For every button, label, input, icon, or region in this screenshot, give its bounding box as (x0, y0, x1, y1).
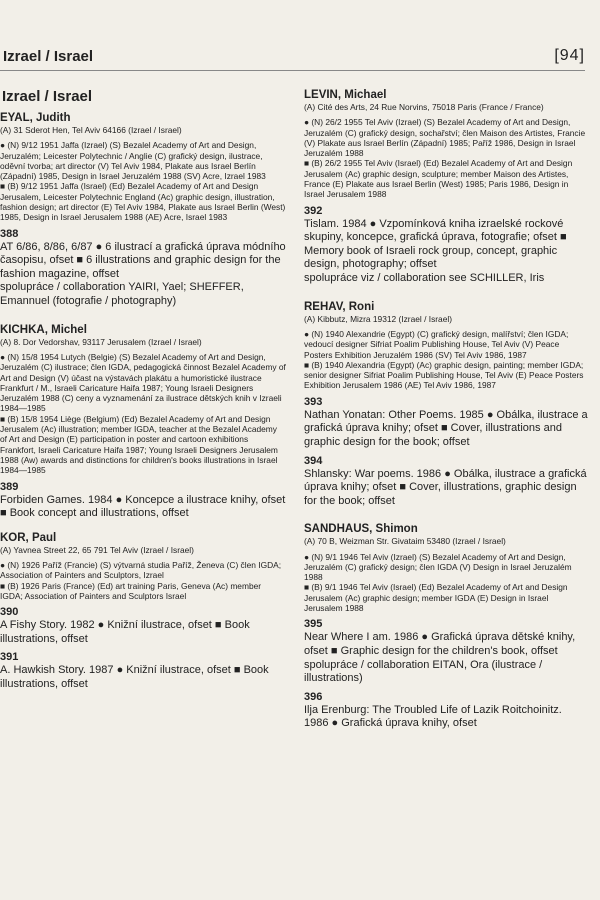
work-text: Forbiden Games. 1984 ● Koncepce a ilustrace knihy, ofset ■ Book concept and illustrations, offset (0, 493, 286, 520)
artist-name: SANDHAUS, Shimon (304, 523, 418, 536)
artist-address: (A) 8. Dor Vedorshav, 93117 Jerusalem (Izrael / Israel) (0, 336, 202, 347)
entry-kor (0, 531, 286, 692)
work-description (0, 494, 286, 521)
right-column (304, 88, 589, 741)
running-header (0, 44, 585, 71)
work-description (304, 409, 589, 450)
work-number: 388 (0, 227, 19, 240)
work-text: Ilja Erenburg: The Troubled Life of Lazik Roitchoinitz. 1986 ● Grafická úprava knihy, ofset (304, 703, 562, 730)
work-number: 396 (304, 690, 323, 703)
work-text: Nathan Yonatan: Other Poems. 1985 ● Obálka, ilustrace a grafická úprava knihy; ofset ■ Cover, illustrations and graphic design for the book; offset (304, 408, 588, 448)
artist-address: (A) 31 Sderot Hen, Tel Aviv 64166 (Izrael / Israel) (0, 125, 182, 135)
bio-english: ■ (B) 26/2 1955 Tel Aviv (Israel) (Ed) Bezalel Academy of Art and Design Jerusalem (Ac) graphic design, sculpture; member Maison des Artistes, France (E) Plakate aus Israel Berlin (West) 1985; Paris 1986, Design in Israel Jerusalem 1988 (304, 158, 573, 200)
bio-czech: ● (N) 9/12 1951 Jaffa (Izrael) (S) Bezalel Academy of Art and Design, Jeruzalém; Leicester Polytechnic / Anglie (C) grafický design, ilustrace, oděvní tvorba; art director (V) Tel Aviv 1984, Plakate aus Israel Berlín (Západní) 1985, Design in Israel Jeruzalém 1988 (SV) Acre, Izrael 1983 (0, 140, 266, 182)
work-number: 392 (304, 204, 323, 217)
artist-name: EYAL, Judith (0, 112, 71, 124)
bio-english: ■ (B) 9/1 1946 Tel Aviv (Israel) (Ed) Bezalel Academy of Art and Design Jerusalem (Ac) graphic design; member IGDA (E) Design in Israel Jerusalem 1988 (304, 582, 568, 614)
work-description (0, 619, 286, 646)
left-column (0, 88, 286, 702)
bio-english: ■ (B) 9/12 1951 Jaffa (Israel) (Ed) Bezalel Academy of Art and Design Jerusalem, Leicester Polytechnic England (Ac) graphic design, illustration, fashion design; art director (E) Tel Aviv 1984, Plakate aus Israel Berlin (West) 1985, Design in Israel Jerusalem 1988 (AE) Acre, Israel 1983 (0, 181, 286, 223)
work-collaboration: spolupráce viz / collaboration see SCHILLER, Iris (304, 272, 545, 285)
entry-sandhaus (304, 522, 589, 731)
artist-name: LEVIN, Michael (304, 89, 387, 101)
work-text: Near Where I am. 1986 ● Grafická úprava dětské knihy, ofset ■ Graphic design for the children's book, offset (304, 631, 576, 657)
artist-name: REHAV, Roni (304, 300, 375, 313)
page-number: [94] (554, 47, 585, 64)
running-header-title: Izrael / Israel (3, 48, 94, 65)
artist-bio (0, 352, 286, 476)
section-title: Izrael / Israel (2, 88, 93, 105)
entry-levin (304, 88, 589, 286)
work-number: 390 (0, 606, 19, 619)
artist-bio (0, 140, 286, 222)
work-text: Shlansky: War poems. 1986 ● Obálka, ilustrace a grafická úprava knihy; ofset ■ Cover, illustrations, graphic design for the book; offset (304, 467, 587, 507)
artist-address: (A) Kibbutz, Mizra 19312 (Izrael / Israel) (304, 313, 453, 324)
artist-address: (A) Cité des Arts, 24 Rue Norvins, 75018 Paris (France / France) (304, 102, 544, 112)
work-number: 389 (0, 480, 19, 493)
artist-bio (304, 329, 589, 391)
work-description (304, 218, 589, 286)
work-number: 391 (0, 651, 19, 664)
bio-english: ■ (B) 15/8 1954 Liège (Belgium) (Ed) Bezalel Academy of Art and Design Jerusalem (Ac) illustration; member IGDA, teacher at the Bezalel Academy of Art and Design (E) participation in poster and cartoon exhibitions Frankfort, Israeli Caricature Haifa 1987; Young Israeli Designers Jerusalem 1988 (Aw) awards and distinctions for children's books illustrations in Israel 1984—1985 (0, 413, 278, 476)
work-text: A Fishy Story. 1982 ● Knižní ilustrace, ofset ■ Book illustrations, offset (0, 619, 250, 645)
artist-bio (304, 552, 589, 614)
bio-czech: ● (N) 15/8 1954 Lutych (Belgie) (S) Bezalel Academy of Art and Design, Jeruzalém (C) ilustrace; člen IGDA, pedagogická činnost Bezalel Academy of Art and Design (V) účast na výstavách plakátu a humoristické ilustrace Frankfurt / M., Israeli Caricature Haifa 1987; Young Israeli Designers Jeruzalém 1988 (C) ceny a vyznamenání za ilustrace dětských knih v Izraeli 1984—1985 (0, 351, 286, 414)
artist-bio (0, 560, 286, 601)
work-collaboration: spolupráce / collaboration EITAN, Ora (ilustrace / illustrations) (304, 658, 543, 685)
bio-czech: ● (N) 1926 Paříž (Francie) (S) výtvarná studia Paříž, Ženeva (C) člen IGDA; Association of Painters and Sculptors, Izrael (0, 559, 282, 581)
work-text: AT 6/86, 8/86, 6/87 ● 6 ilustrací a grafická úprava módního časopisu, ofset ■ 6 illustrations and graphic design for the fashion magazine, offset (0, 240, 286, 280)
work-number: 393 (304, 395, 323, 408)
bio-czech: ● (N) 26/2 1955 Tel Aviv (Izrael) (S) Bezalel Academy of Art and Design, Jeruzalém (C) grafický design, sochařství; člen Maison des Artistes, Francie (V) Plakate aus Israel Berlín (Západní) 1985; Paříž 1986, Design in Israel Jeruzalém 1988 (304, 117, 586, 159)
entry-rehav (304, 300, 589, 509)
artist-bio (304, 117, 589, 199)
work-description (0, 664, 286, 691)
artist-address: (A) Yavnea Street 22, 65 791 Tel Aviv (Izrael / Israel) (0, 544, 194, 555)
artist-name: KICHKA, Michel (0, 323, 87, 336)
work-description (304, 704, 589, 731)
artist-name: KOR, Paul (0, 531, 57, 544)
work-collaboration: spolupráce / collaboration YAIRI, Yael; SHEFFER, Emannuel (fotografie / photography) (0, 281, 244, 308)
entry-eyal (0, 111, 286, 309)
artist-address: (A) 70 B, Weizman Str. Givataim 53480 (Izrael / Israel) (304, 536, 506, 547)
work-description (0, 241, 286, 309)
work-description (304, 631, 589, 685)
work-text: A. Hawkish Story. 1987 ● Knižní ilustrace, ofset ■ Book illustrations, offset (0, 664, 269, 690)
bio-czech: ● (N) 9/1 1946 Tel Aviv (Izrael) (S) Bezalel Academy of Art and Design, Jeruzalém (C) grafický design; člen IGDA (V) Design in Israel Jeruzalém 1988 (304, 551, 572, 583)
entry-kichka (0, 323, 286, 521)
bio-english: ■ (B) 1926 Paris (France) (Ed) art training Paris, Geneva (Ac) member IGDA; Association of Painters and Sculptors Israel (0, 580, 262, 601)
bio-english: ■ (B) 1940 Alexandria (Egypt) (Ac) graphic design, painting; member IGDA; senior designer Sifriat Poalim Publishing House, Tel Aviv (E) Peace Posters Exhibition Jerusalem 1986 (AE) Tel Aviv 1986, 1987 (304, 359, 584, 391)
work-number: 394 (304, 454, 323, 467)
work-number: 395 (304, 618, 323, 631)
work-description (304, 468, 589, 509)
bio-czech: ● (N) 1940 Alexandrie (Egypt) (C) grafický design, malířství; člen IGDA; vedoucí designer Sifriat Poalim Publishing House, Tel Aviv (V) Peace Posters Exhibition Jeruzalém 1986 (SV) Tel Aviv 1986, 1987 (304, 328, 569, 360)
work-text: Tislam. 1984 ● Vzpomínková kniha izraelské rockové skupiny, koncepce, grafická úprava, fotografie; ofset ■ Memory book of Israeli rock group, concept, graphic design, photography; offset (304, 217, 567, 271)
